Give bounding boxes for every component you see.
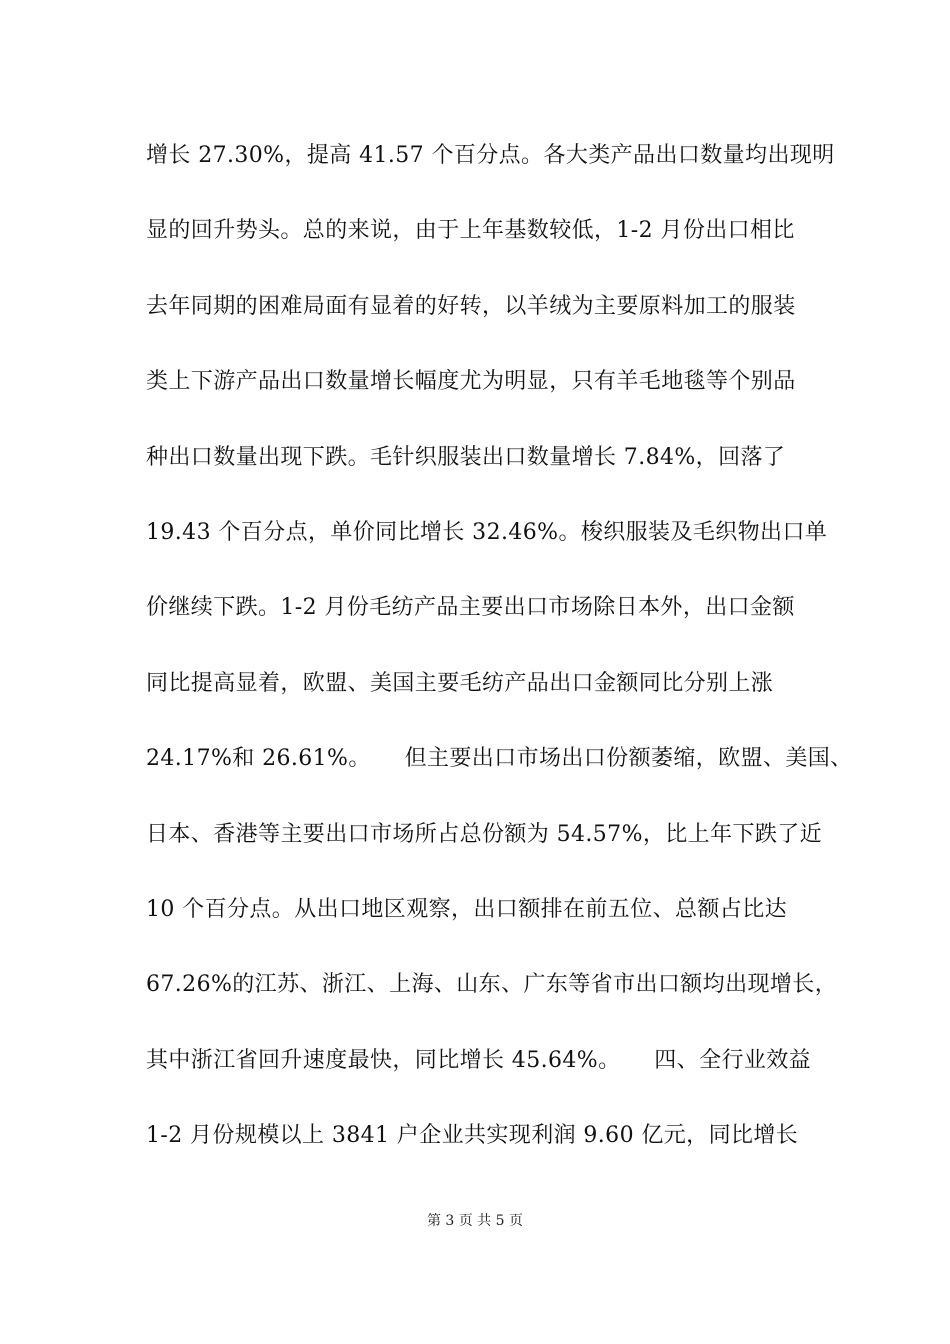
text-line: 10 个百分点。从出口地区观察，出口额排在前五位、总额占比达 [146,896,787,922]
text-line: 去年同期的困难局面有显着的好转，以羊绒为主要原料加工的服装 [146,293,796,319]
text-line: 其中浙江省回升速度最快，同比增长 45.64%。 四、全行业效益 [146,1047,812,1073]
text-line: 增长 27.30%，提高 41.57 个百分点。各大类产品出口数量均出现明 [146,143,835,168]
text-line: 价继续下跌。1-2 月份毛纺产品主要出口市场除日本外，出口金额 [146,595,795,621]
text-line: 显的回升势头。总的来说，由于上年基数较低，1-2 月份出口相比 [146,218,795,244]
text-line: 日本、香港等主要出口市场所占总份额为 54.57%，比上年下跌了近 [146,821,823,847]
body-text [146,130,853,1185]
text-line: 67.26%的江苏、浙江、上海、山东、广东等省市出口额均出现增长， [146,972,838,998]
page-number-footer: 第 3 页 共 5 页 [426,1213,524,1229]
text-line: 种出口数量出现下跌。毛针织服装出口数量增长 7.84%，回落了 [146,444,786,470]
text-line: 19.43 个百分点，单价同比增长 32.46%。梭织服装及毛织物出口单 [146,519,828,545]
text-line: 1-2 月份规模以上 3841 户企业共实现利润 9.60 亿元，同比增长 [146,1123,799,1149]
text-line: 类上下游产品出口数量增长幅度尤为明显，只有羊毛地毯等个别品 [146,369,796,395]
text-line: 24.17%和 26.61%。 但主要出口市场出口份额萎缩，欧盟、美国、 [146,746,853,772]
text-line: 同比提高显着，欧盟、美国主要毛纺产品出口金额同比分别上涨 [146,670,774,696]
